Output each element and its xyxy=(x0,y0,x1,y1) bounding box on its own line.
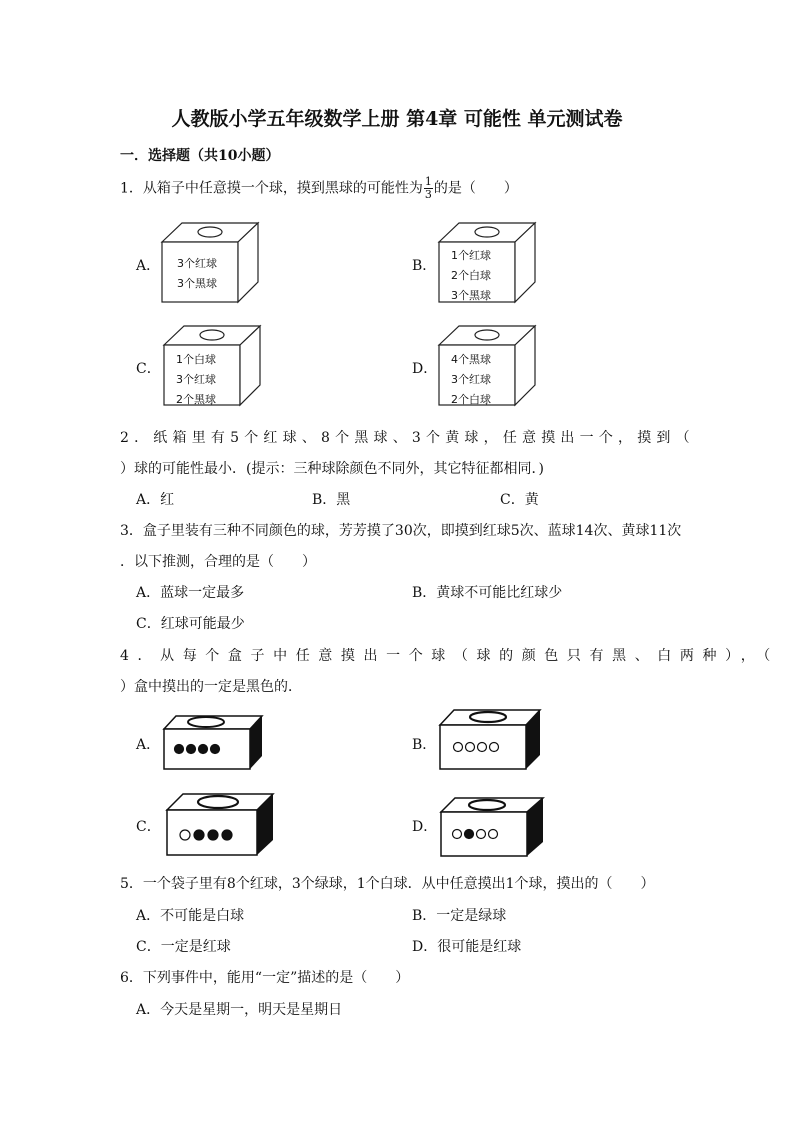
q5-option-d: D．很可能是红球 xyxy=(412,939,522,955)
q2-option-b: B．黑 xyxy=(312,492,351,508)
box-label: 2个白球 xyxy=(451,393,491,406)
ball xyxy=(187,745,196,754)
q1-option-b-box xyxy=(437,220,537,309)
section-heading: 一．选择题（共10小题） xyxy=(120,148,280,164)
q1-option-c-letter: C． xyxy=(136,361,161,377)
box-label: 4个黑球 xyxy=(451,353,491,366)
question-1-text: 1．从箱子中任意摸一个球，摸到黑球的可能性为 xyxy=(120,180,423,197)
fraction-denominator: 3 xyxy=(424,188,432,201)
fraction xyxy=(424,176,433,201)
q1-option-a-letter: A． xyxy=(136,258,161,274)
q2-option-a: A．红 xyxy=(136,492,175,508)
box-label: 1个红球 xyxy=(451,249,491,262)
box-label: 1个白球 xyxy=(176,353,216,366)
ball xyxy=(222,830,232,840)
question-5-text: 5．一个袋子里有8个红球，3个绿球，1个白球．从中任意摸出1个球，摸出的（ ） xyxy=(120,876,655,892)
q4-option-c-box xyxy=(163,790,278,864)
q4-option-d-box xyxy=(437,792,547,864)
question-3-line-1: 3．盒子里装有三种不同颜色的球，芳芳摸了30次，即摸到红球5次、蓝球14次、黄球11次 xyxy=(120,523,682,539)
ball xyxy=(211,745,220,754)
question-2-line-1: 2．纸箱里有5个红球、8个黑球、3个黄球，任意摸出一个，摸到（ xyxy=(120,430,695,446)
q2-option-c: C．黄 xyxy=(500,492,539,508)
q1-option-a-box xyxy=(160,220,260,309)
q5-option-b: B．一定是绿球 xyxy=(412,908,507,924)
box-label: 3个黑球 xyxy=(451,289,491,302)
page-title: 人教版小学五年级数学上册 第4章 可能性 单元测试卷 xyxy=(171,108,623,130)
question-6-text: 6．下列事件中，能用“一定”描述的是（ ） xyxy=(120,970,410,986)
ball xyxy=(180,830,190,840)
ball xyxy=(465,830,474,839)
q4-option-a-box xyxy=(160,712,270,778)
ball xyxy=(454,743,463,752)
box-label: 2个白球 xyxy=(451,269,491,282)
q1-option-c-box xyxy=(162,323,262,412)
ball xyxy=(489,830,498,839)
q5-option-a: A．不可能是白球 xyxy=(136,908,245,924)
q6-option-a: A．今天是星期一，明天是星期日 xyxy=(136,1002,343,1018)
ball xyxy=(194,830,204,840)
question-4-line-1: 4．从每个盒子中任意摸出一个球（球的颜色只有黑、白两种），（ xyxy=(120,648,779,664)
ball xyxy=(490,743,499,752)
ball xyxy=(466,743,475,752)
q4-option-b-letter: B． xyxy=(412,737,437,753)
q1-option-b-letter: B． xyxy=(412,258,437,274)
q3-option-a: A．蓝球一定最多 xyxy=(136,585,245,601)
q4-option-a-letter: A． xyxy=(136,737,161,753)
question-1-suffix: 的是（ ） xyxy=(433,180,518,197)
q4-option-d-letter: D． xyxy=(412,819,438,835)
box-label: 3个红球 xyxy=(451,373,491,386)
box-label: 3个红球 xyxy=(176,373,216,386)
q3-option-b: B．黄球不可能比红球少 xyxy=(412,585,563,601)
box-label: 3个黑球 xyxy=(177,277,217,290)
q3-option-c: C．红球可能最少 xyxy=(136,616,245,632)
box-label: 3个红球 xyxy=(177,257,217,270)
question-2-line-2: ）球的可能性最小．(提示：三种球除颜色不同外，其它特征都相同．) xyxy=(120,461,544,477)
q4-option-c-letter: C． xyxy=(136,819,161,835)
box-label: 2个黑球 xyxy=(176,393,216,406)
q4-option-b-box xyxy=(436,705,546,781)
ball xyxy=(478,743,487,752)
ball xyxy=(453,830,462,839)
q1-option-d-box xyxy=(437,323,537,412)
question-1 xyxy=(120,176,518,201)
ball xyxy=(199,745,208,754)
q5-option-c: C．一定是红球 xyxy=(136,939,231,955)
q1-option-d-letter: D． xyxy=(412,361,438,377)
question-4-line-2: ）盒中摸出的一定是黑色的． xyxy=(120,679,302,695)
fraction-numerator: 1 xyxy=(424,175,432,188)
ball xyxy=(208,830,218,840)
question-3-line-2: ．以下推测，合理的是（ ） xyxy=(120,554,316,570)
ball xyxy=(175,745,184,754)
ball xyxy=(477,830,486,839)
